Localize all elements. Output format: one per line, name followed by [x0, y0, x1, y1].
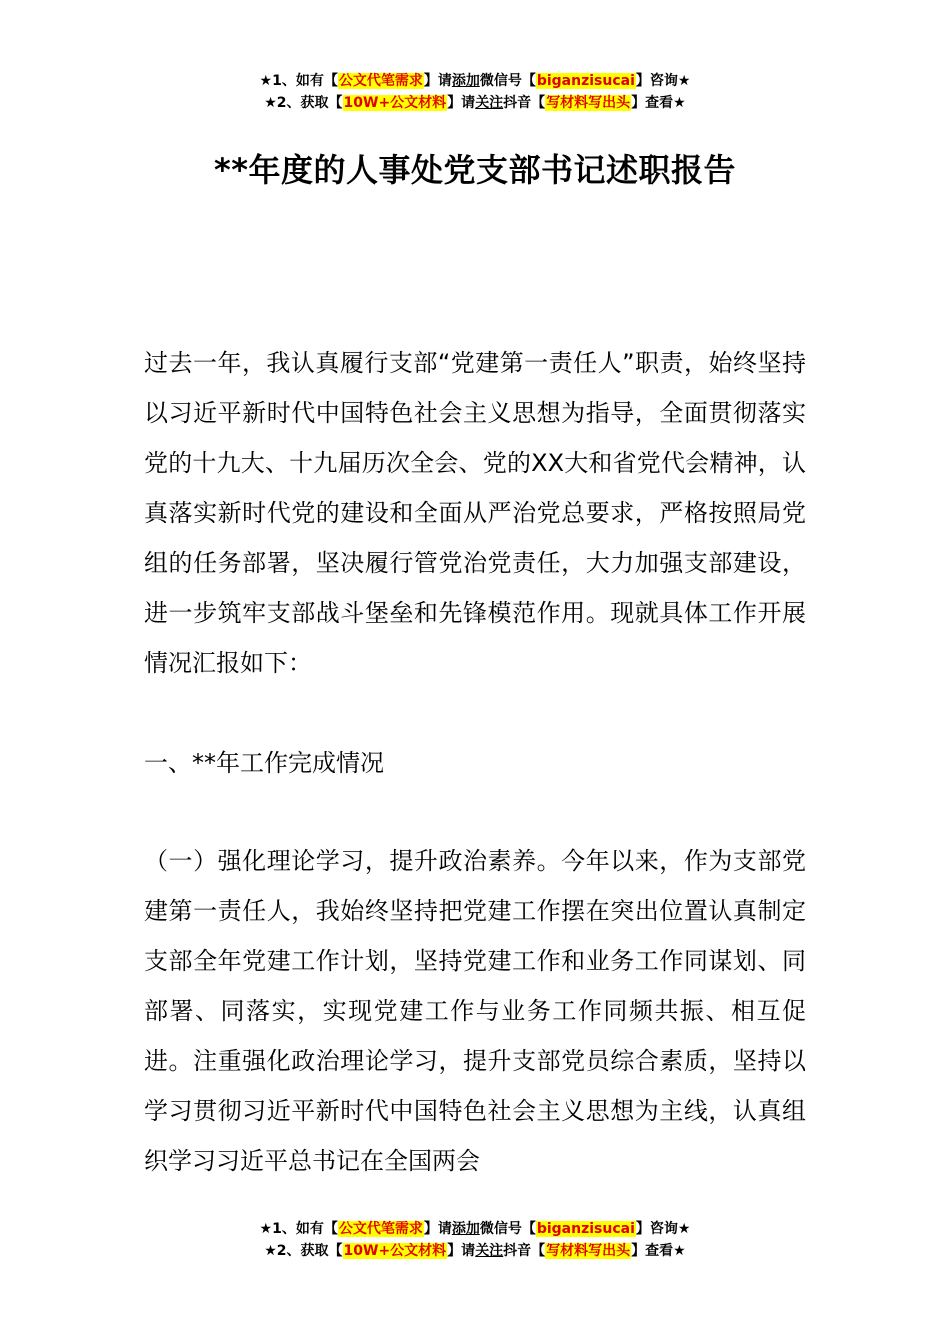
footer-line-1: ★1、如有【公文代笔需求】请添加微信号【biganzisucai】咨询★	[259, 1221, 691, 1237]
footer-highlight-douyin-id: 写材料写出头	[546, 1243, 631, 1259]
section-paragraph: （一）强化理论学习，提升政治素养。今年以来，作为支部党建第一责任人，我始终坚持把党建工作摆在突出位置认真制定支部全年党建工作计划，坚持党建工作和业务工作同谋划、同部署、同落实，实现党建工作与业务工作同频共振、相互促进。注重强化政治理论学习，提升支部党员综合素质，坚持以学习贯彻习近平新时代中国特色社会主义思想为主线，认真组织学习习近平总书记在全国两会	[144, 847, 806, 1175]
footer-banner	[0, 1218, 950, 1262]
footer-highlight-wechat-id: biganzisucai	[536, 1221, 635, 1237]
highlight-materials: 10W+公文材料	[343, 95, 447, 111]
footer-highlight-service: 公文代笔需求	[338, 1221, 423, 1237]
section-heading: 一、**年工作完成情况	[144, 749, 384, 777]
section-1-body	[144, 836, 806, 1186]
document-title: **年度的人事处党支部书记述职报告	[214, 151, 736, 189]
banner-line-2: ★2、获取【10W+公文材料】请关注抖音【写材料写出头】查看★	[264, 95, 686, 111]
highlight-wechat-id: biganzisucai	[536, 73, 635, 89]
banner-line-1: ★1、如有【公文代笔需求】请添加微信号【biganzisucai】咨询★	[259, 73, 691, 89]
footer-highlight-materials: 10W+公文材料	[343, 1243, 447, 1259]
document-body	[144, 338, 806, 688]
highlight-douyin-id: 写材料写出头	[546, 95, 631, 111]
footer-line-2: ★2、获取【10W+公文材料】请关注抖音【写材料写出头】查看★	[264, 1243, 686, 1259]
intro-paragraph: 过去一年，我认真履行支部“党建第一责任人”职责，始终坚持以习近平新时代中国特色社会主义思想为指导，全面贯彻落实党的十九大、十九届历次全会、党的XX大和省党代会精神，认真落实新时代党的建设和全面从严治党总要求，严格按照局党组的任务部署，坚决履行管党治党责任，大力加强支部建设，进一步筑牢支部战斗堡垒和先锋模范作用。现就具体工作开展情况汇报如下：	[144, 349, 806, 677]
header-banner	[0, 70, 950, 114]
section-1	[144, 738, 806, 788]
highlight-service: 公文代笔需求	[338, 73, 423, 89]
